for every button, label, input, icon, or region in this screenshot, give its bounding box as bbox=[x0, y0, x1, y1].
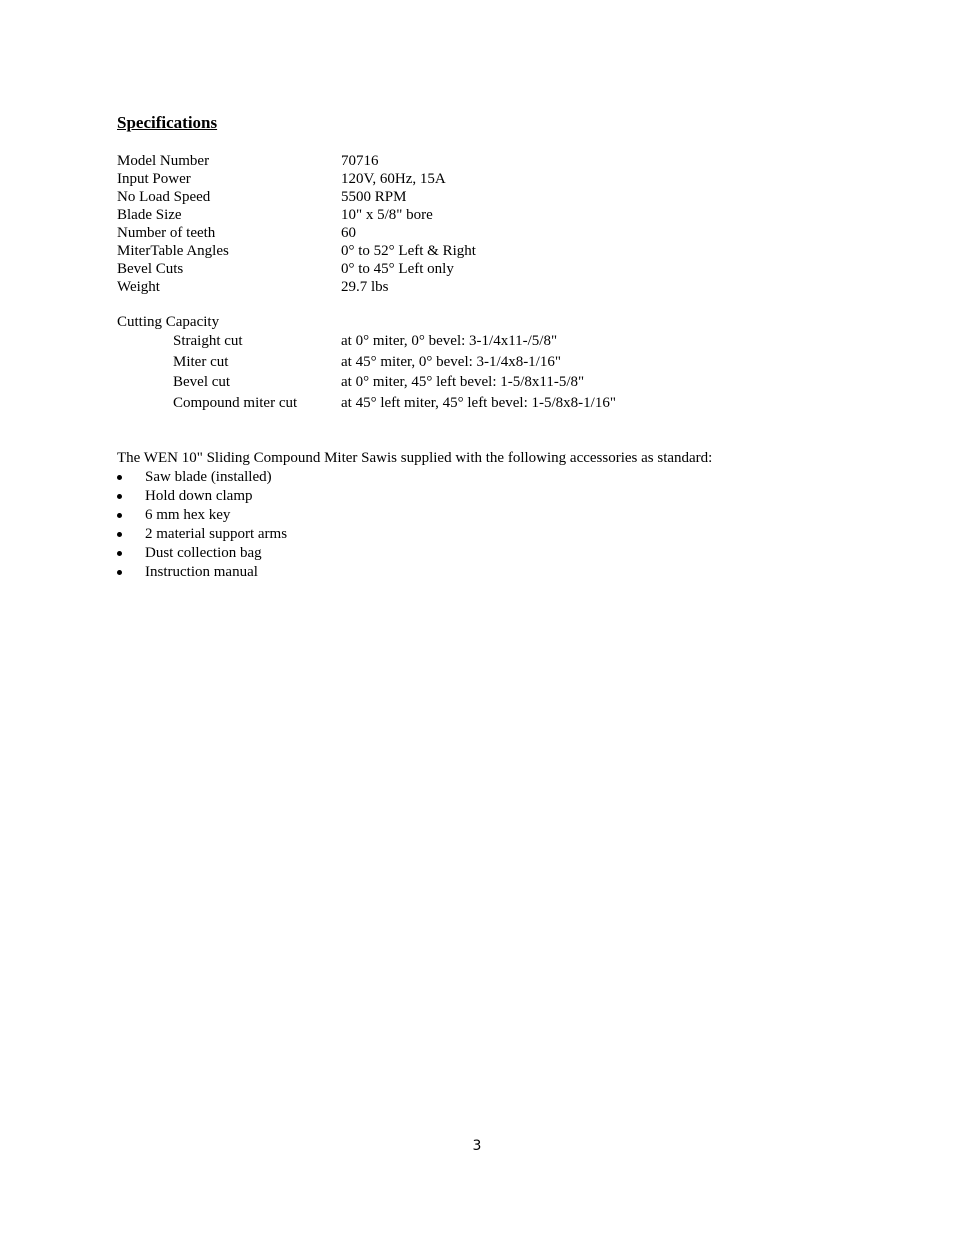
spec-row bbox=[117, 242, 817, 260]
spec-row bbox=[117, 152, 817, 170]
cutting-capacity-section bbox=[117, 313, 817, 414]
spec-value: 0° to 52° Left & Right bbox=[341, 243, 476, 259]
cutting-capacity-heading: Cutting Capacity bbox=[117, 314, 220, 330]
capacity-row bbox=[117, 331, 817, 352]
specifications-table bbox=[117, 152, 817, 296]
spec-value: 60 bbox=[341, 225, 356, 241]
spec-label: MiterTable Angles bbox=[117, 243, 229, 259]
capacity-value: at 45° miter, 0° bevel: 3-1/4x8-1/16" bbox=[341, 353, 561, 370]
spec-row bbox=[117, 260, 817, 278]
spec-row bbox=[117, 170, 817, 188]
bullet-icon bbox=[117, 551, 122, 556]
capacity-row bbox=[117, 393, 817, 414]
list-item bbox=[117, 544, 287, 563]
list-item-text: Instruction manual bbox=[145, 564, 258, 580]
spec-label: Input Power bbox=[117, 171, 191, 187]
spec-row bbox=[117, 278, 817, 296]
bullet-icon bbox=[117, 570, 122, 575]
spec-value: 29.7 lbs bbox=[341, 279, 389, 295]
capacity-row bbox=[117, 372, 817, 393]
capacity-label: Bevel cut bbox=[173, 374, 231, 391]
list-item-text: Saw blade (installed) bbox=[145, 469, 272, 485]
spec-label: Weight bbox=[117, 279, 160, 295]
capacity-value: at 0° miter, 45° left bevel: 1-5/8x11-5/8" bbox=[341, 374, 585, 391]
spec-label: Bevel Cuts bbox=[117, 261, 184, 277]
list-item-text: Dust collection bag bbox=[145, 545, 262, 561]
bullet-icon bbox=[117, 532, 122, 537]
list-item bbox=[117, 525, 287, 544]
capacity-label: Miter cut bbox=[173, 353, 229, 370]
page-title: Specifications bbox=[117, 113, 218, 132]
capacity-row bbox=[117, 352, 817, 373]
list-item bbox=[117, 506, 287, 525]
list-item bbox=[117, 468, 287, 487]
bullet-icon bbox=[117, 475, 122, 480]
spec-row bbox=[117, 224, 817, 242]
spec-label: No Load Speed bbox=[117, 189, 211, 205]
spec-value: 10" x 5/8" bore bbox=[341, 207, 433, 223]
spec-row bbox=[117, 188, 817, 206]
bullet-icon bbox=[117, 513, 122, 518]
spec-label: Blade Size bbox=[117, 207, 182, 223]
spec-value: 70716 bbox=[341, 153, 379, 169]
spec-row bbox=[117, 206, 817, 224]
list-item-text: 6 mm hex key bbox=[145, 507, 231, 523]
list-item-text: Hold down clamp bbox=[145, 488, 253, 504]
list-item-text: 2 material support arms bbox=[145, 526, 288, 542]
spec-label: Number of teeth bbox=[117, 225, 216, 241]
page-number: 3 bbox=[472, 1138, 482, 1154]
spec-label: Model Number bbox=[117, 153, 210, 169]
spec-value: 5500 RPM bbox=[341, 189, 407, 205]
spec-value: 120V, 60Hz, 15A bbox=[341, 171, 446, 187]
capacity-value: at 45° left miter, 45° left bevel: 1-5/8x8-1/16" bbox=[341, 395, 616, 412]
list-item bbox=[117, 563, 287, 582]
spec-value: 0° to 45° Left only bbox=[341, 261, 454, 277]
capacity-label: Straight cut bbox=[173, 333, 243, 349]
accessories-list bbox=[117, 468, 287, 582]
bullet-icon bbox=[117, 494, 122, 499]
capacity-value: at 0° miter, 0° bevel: 3-1/4x11-/5/8" bbox=[341, 333, 558, 349]
list-item bbox=[117, 487, 287, 506]
capacity-label: Compound miter cut bbox=[173, 395, 298, 412]
accessories-intro: The WEN 10" Sliding Compound Miter Sawis supplied with the following accessories as standard: bbox=[117, 450, 713, 466]
